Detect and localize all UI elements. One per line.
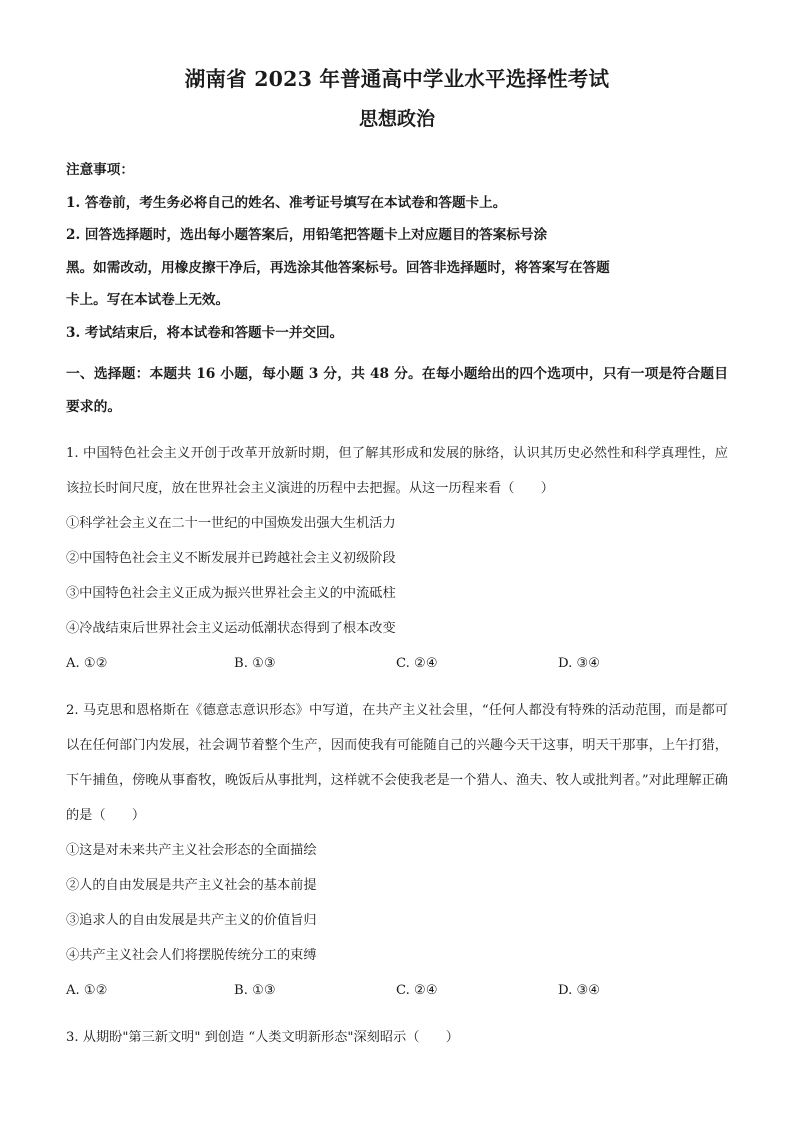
notice-heading: 注意事项： bbox=[66, 162, 134, 178]
answer-choice-d[interactable]: D. ③④ bbox=[558, 656, 601, 671]
answer-choice-a[interactable]: A. ①② bbox=[66, 983, 108, 998]
answer-choice-c[interactable]: C. ②④ bbox=[396, 656, 438, 671]
question-option: ④冷战结束后世界社会主义运动低潮状态得到了根本改变 bbox=[66, 621, 396, 636]
question-stem: 3. 从期盼"第三新文明" 到创造 “人类文明新形态"深刻昭示（ ） bbox=[66, 1030, 459, 1045]
question-option: ①这是对未来共产主义社会形态的全面描绘 bbox=[66, 843, 317, 858]
notice-item: 卡上。写在本试卷上无效。 bbox=[66, 292, 230, 308]
question-option: ②人的自由发展是共产主义社会的基本前提 bbox=[66, 878, 317, 893]
notice-section bbox=[66, 154, 728, 349]
answer-choice-b[interactable]: B. ①③ bbox=[234, 983, 276, 998]
notice-item: 黑。如需改动，用橡皮擦干净后，再选涂其他答案标号。回答非选择题时，将答案写在答题 bbox=[66, 259, 610, 276]
answer-choice-row bbox=[66, 973, 728, 1008]
question-option: ①科学社会主义在二十一世纪的中国焕发出强大生机活力 bbox=[66, 516, 396, 531]
answer-choice-d[interactable]: D. ③④ bbox=[558, 983, 601, 998]
answer-choice-c[interactable]: C. ②④ bbox=[396, 983, 438, 998]
question-stem: 2. 马克思和恩格斯在《德意志意识形态》中写道，在共产主义社会里，“任何人都没有特殊的活动范围，而是都可以在任何部门内发展，社会调节着整个生产，因而使我有可能随自己的兴趣今天干这事，明天干那事，上午打猎，下午捕鱼，傍晚从事畜牧，晚饭后从事批判，这样就不会使我老是一个猎人、渔夫、牧人或批判者。”对此理解正确的是（ ） bbox=[66, 703, 728, 823]
question-option: ③中国特色社会主义正成为振兴世界社会主义的中流砥柱 bbox=[66, 586, 396, 601]
section-heading-choice: 一、选择题：本题共 16 小题，每小题 3 分，共 48 分。在每小题给出的四个选项中，只有一项是符合题目要求的。 bbox=[66, 366, 728, 415]
question-1 bbox=[66, 436, 728, 681]
question-3 bbox=[66, 1020, 728, 1055]
notice-item: 2. 回答选择题时，选出每小题答案后，用铅笔把答题卡上对应题目的答案标号涂 bbox=[66, 227, 548, 243]
question-option: ③追求人的自由发展是共产主义的价值旨归 bbox=[66, 913, 317, 928]
page-content bbox=[66, 0, 728, 1055]
notice-item: 3. 考试结束后，将本试卷和答题卡一并交回。 bbox=[66, 324, 344, 341]
answer-choice-row bbox=[66, 646, 728, 681]
question-stem: 1. 中国特色社会主义开创于改革开放新时期，但了解其形成和发展的脉络，认识其历史必然性和科学真理性，应该拉长时间尺度，放在世界社会主义演进的历程中去把握。从这一历程来看（ ） bbox=[66, 446, 728, 496]
notice-item: 1. 答卷前，考生务必将自己的姓名、准考证号填写在本试卷和答题卡上。 bbox=[66, 194, 507, 211]
page-title: 湖南省 2023 年普通高中学业水平选择性考试 bbox=[184, 67, 610, 91]
question-option: ②中国特色社会主义不断发展并已跨越社会主义初级阶段 bbox=[66, 551, 396, 566]
answer-choice-b[interactable]: B. ①③ bbox=[234, 656, 276, 671]
question-option: ④共产主义社会人们将摆脱传统分工的束缚 bbox=[66, 948, 317, 963]
page-subtitle: 思想政治 bbox=[358, 108, 435, 130]
answer-choice-a[interactable]: A. ①② bbox=[66, 656, 108, 671]
question-2 bbox=[66, 693, 728, 1008]
